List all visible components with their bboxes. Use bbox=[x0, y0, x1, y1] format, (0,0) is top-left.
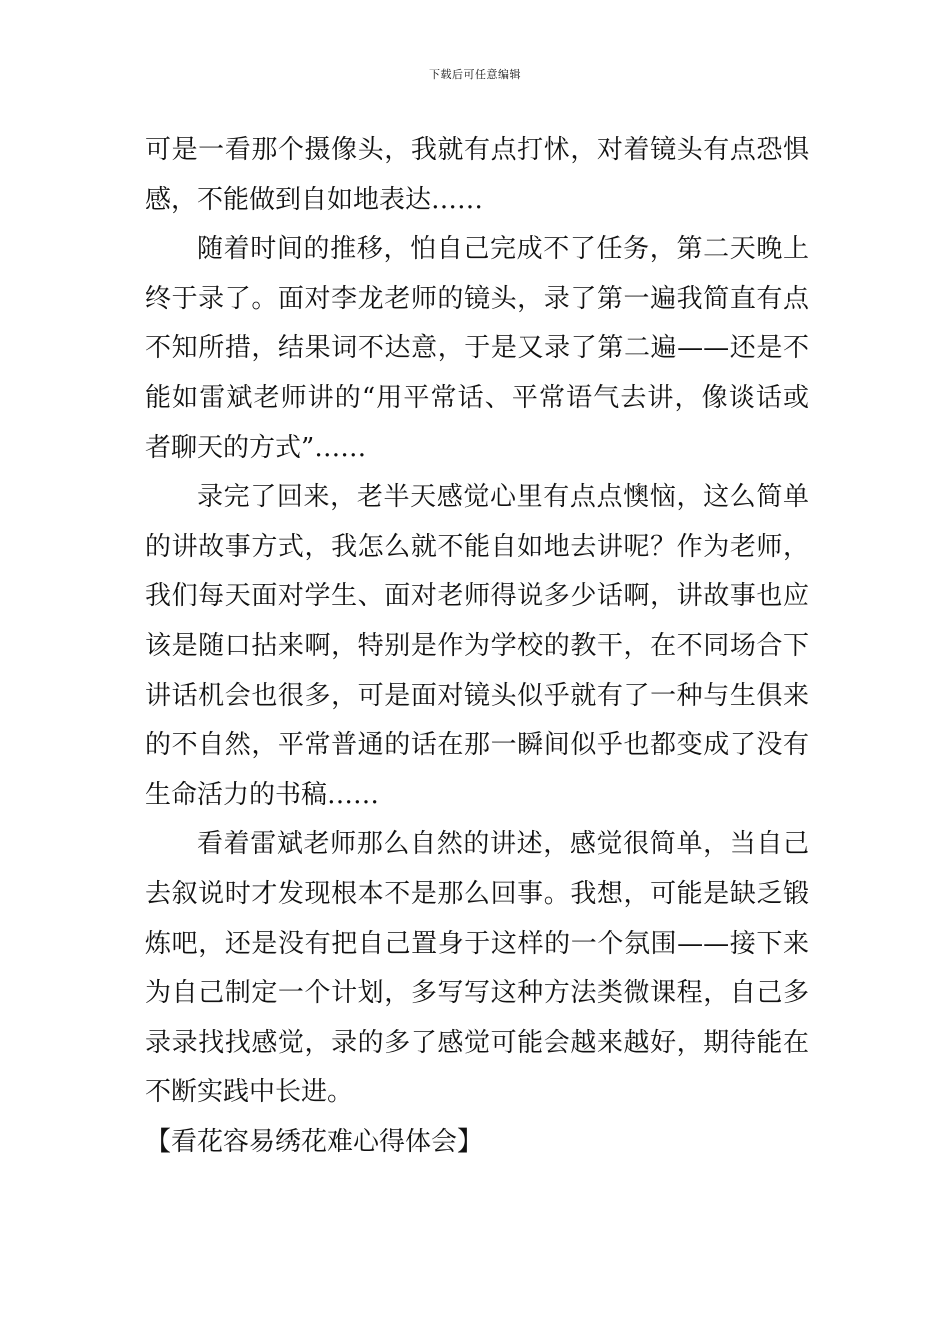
text-line: 生命活力的书稿…… bbox=[145, 779, 380, 810]
page-header: 下载后可任意编辑 bbox=[429, 68, 521, 81]
text-line: 不断实践中长进。 bbox=[145, 1077, 354, 1108]
text-line: 录录找找感觉，录的多了感觉可能会越来越好，期待能在 bbox=[145, 1027, 809, 1058]
text-line: 的讲故事方式，我怎么就不能自如地去讲呢？作为老师， bbox=[145, 531, 809, 562]
text-line: 讲话机会也很多，可是面对镜头似乎就有了一种与生俱来 bbox=[145, 680, 809, 711]
text-line: 我们每天面对学生、面对老师得说多少话啊，讲故事也应 bbox=[145, 581, 809, 612]
text-line: 不知所措，结果词不达意，于是又录了第二遍——还是不 bbox=[145, 333, 809, 364]
text-line: 去叙说时才发现根本不是那么回事。我想，可能是缺乏锻 bbox=[145, 878, 809, 909]
text-line: 该是随口拈来啊，特别是作为学校的教干，在不同场合下 bbox=[145, 630, 809, 661]
paragraph-first-line: 录完了回来，老半天感觉心里有点点懊恼，这么简单 bbox=[197, 482, 809, 513]
text-line: 的不自然，平常普通的话在那一瞬间似乎也都变成了没有 bbox=[145, 730, 809, 761]
text-line: 炼吧，还是没有把自己置身于这样的一个氛围——接下来 bbox=[145, 928, 809, 959]
section-heading: 【看花容易绣花难心得体会】 bbox=[145, 1126, 484, 1157]
paragraph-first-line: 随着时间的推移，怕自己完成不了任务，第二天晚上 bbox=[197, 234, 809, 265]
document-body bbox=[145, 126, 809, 1167]
text-line: 者聊天的方式”…… bbox=[145, 432, 367, 463]
text-line: 感，不能做到自如地表达…… bbox=[145, 184, 484, 215]
text-line: 能如雷斌老师讲的“用平常话、平常语气去讲，像谈话或 bbox=[145, 382, 809, 413]
text-line: 终于录了。面对李龙老师的镜头，录了第一遍我简直有点 bbox=[145, 283, 809, 314]
text-line: 可是一看那个摄像头，我就有点打怵，对着镜头有点恐惧 bbox=[145, 135, 809, 165]
text-line: 为自己制定一个计划，多写写这种方法类微课程，自己多 bbox=[145, 978, 809, 1009]
paragraph-first-line: 看着雷斌老师那么自然的讲述，感觉很简单，当自己 bbox=[197, 829, 809, 860]
